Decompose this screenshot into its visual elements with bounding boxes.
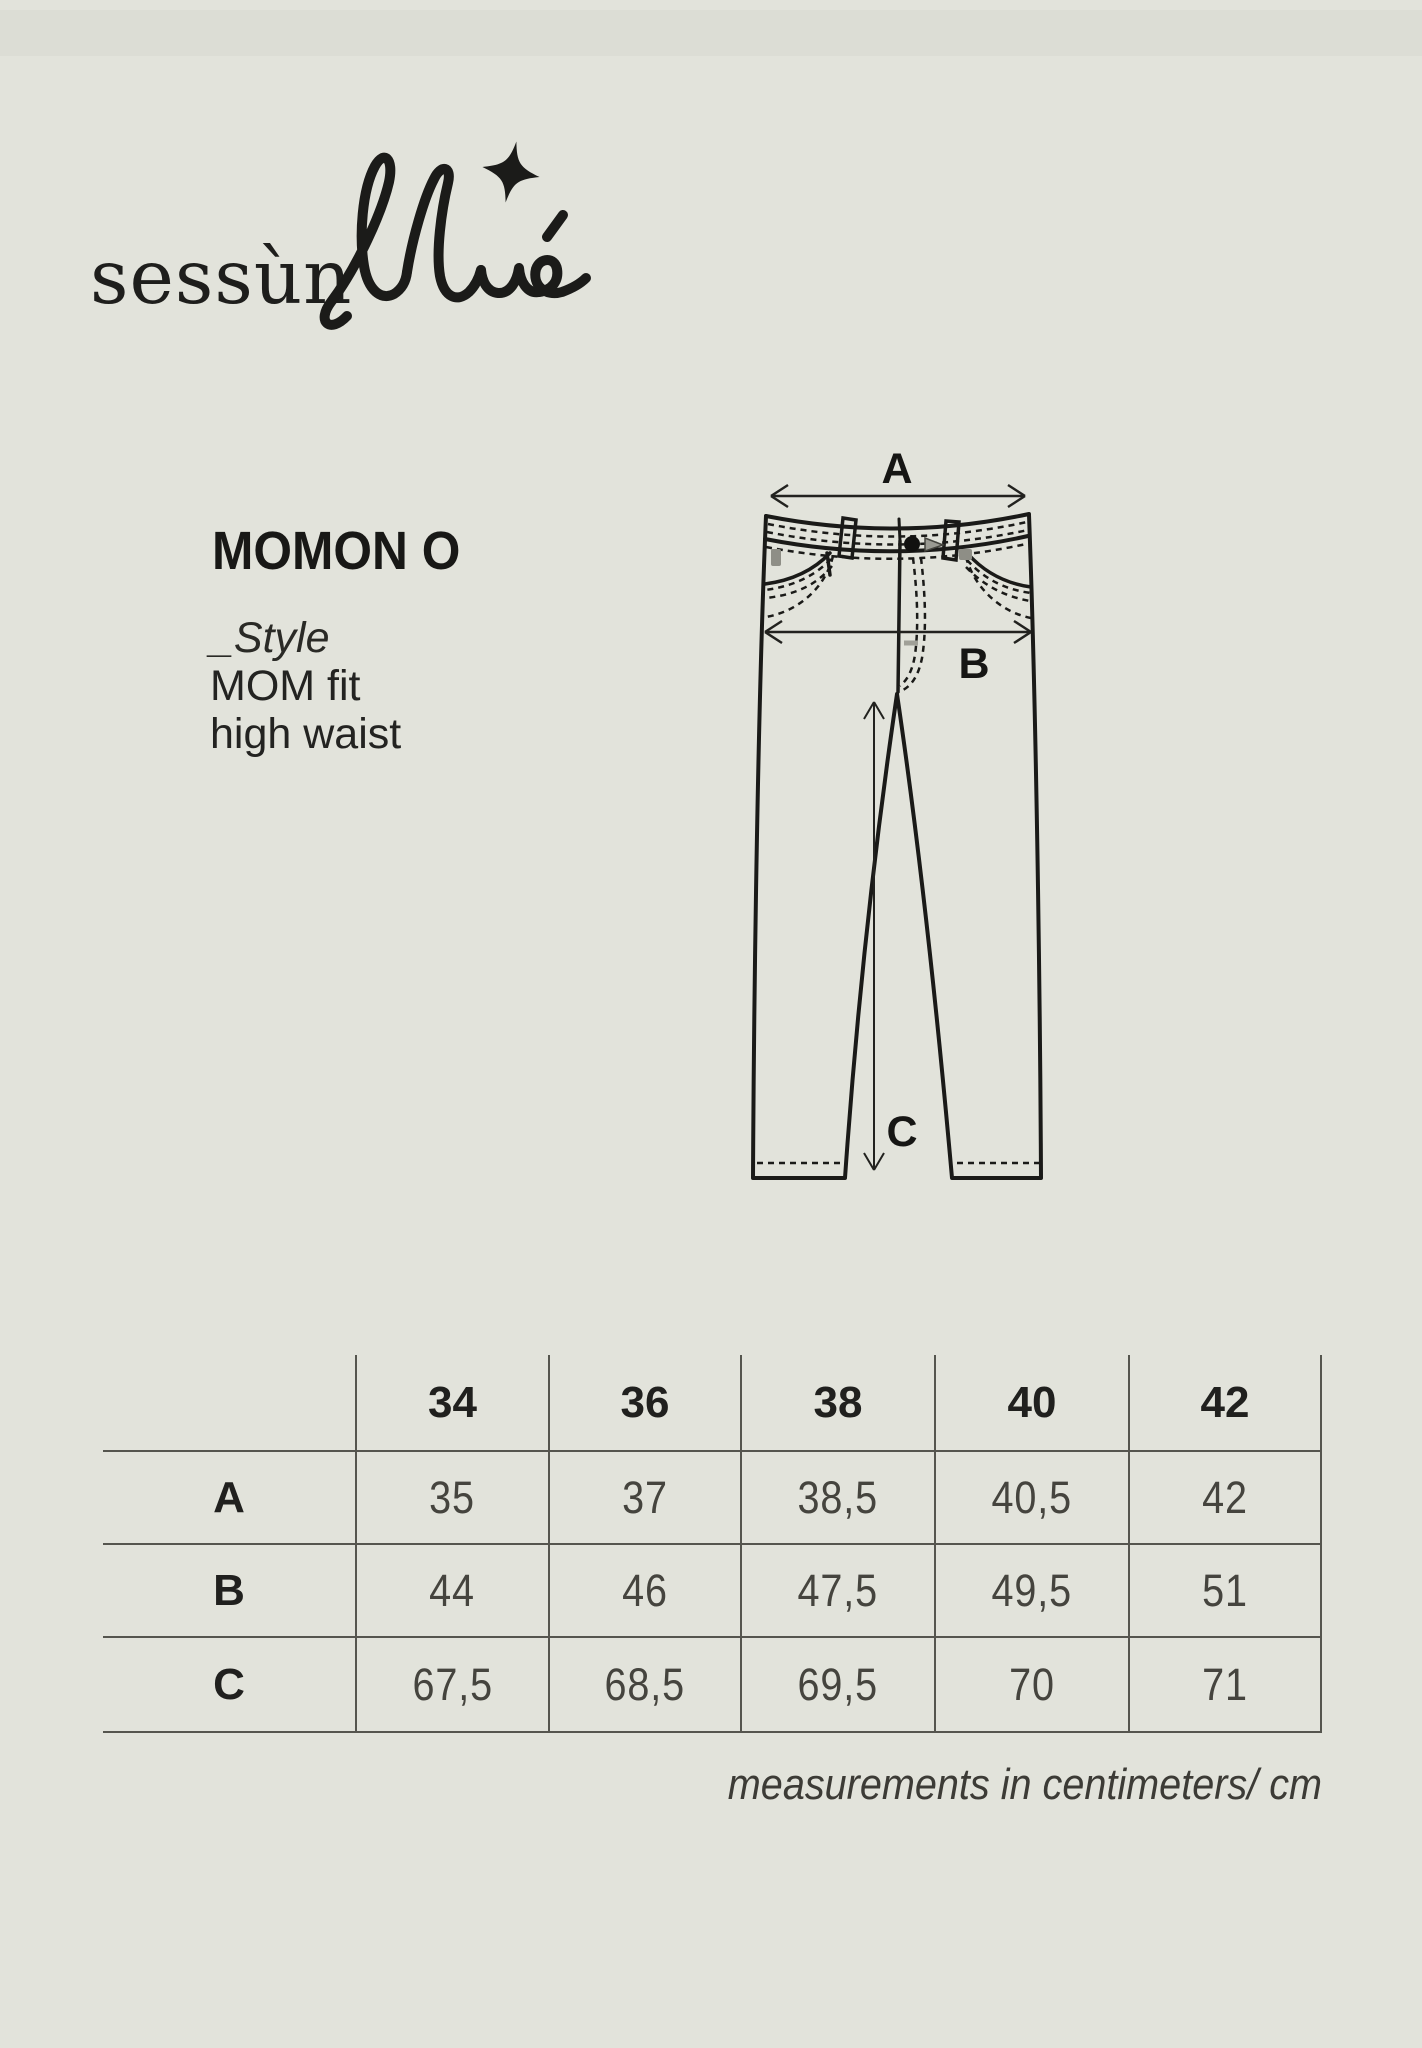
cell-a-42 <box>1128 1452 1322 1545</box>
row-label-c: C <box>103 1638 355 1733</box>
size-header-36: 36 <box>548 1355 740 1452</box>
cell-value: 68,5 <box>604 1658 686 1710</box>
row-label-b: B <box>103 1545 355 1638</box>
table-row-a <box>103 1452 1322 1545</box>
cell-value: 51 <box>1202 1564 1248 1616</box>
cell-b-40 <box>934 1545 1128 1638</box>
style-block <box>210 614 401 758</box>
size-header-38: 38 <box>740 1355 934 1452</box>
row-label-a: A <box>103 1452 355 1545</box>
jeans-outline <box>753 514 1041 1178</box>
cell-a-38 <box>740 1452 934 1545</box>
style-label: _Style <box>210 614 330 662</box>
cell-a-36 <box>548 1452 740 1545</box>
measure-label-a: A <box>881 445 913 493</box>
table-header-row <box>103 1355 1322 1452</box>
size-header-34: 34 <box>355 1355 548 1452</box>
cell-value: 49,5 <box>991 1564 1073 1616</box>
cell-value: 44 <box>429 1564 476 1616</box>
cell-value: 67,5 <box>412 1658 493 1710</box>
cell-c-34 <box>355 1638 548 1733</box>
table-row-c <box>103 1638 1322 1733</box>
size-header-40: 40 <box>934 1355 1128 1452</box>
cell-b-36 <box>548 1545 740 1638</box>
cell-value: 70 <box>1009 1658 1055 1710</box>
jeans-diagram <box>700 425 1090 1225</box>
cell-value: 46 <box>622 1564 668 1616</box>
cell-value: 42 <box>1202 1471 1248 1523</box>
cell-a-34 <box>355 1452 548 1545</box>
cell-value: 47,5 <box>797 1564 879 1616</box>
table-row-b <box>103 1545 1322 1638</box>
product-name: MOMON O <box>212 521 461 581</box>
cell-c-42 <box>1128 1638 1322 1733</box>
cell-b-34 <box>355 1545 548 1638</box>
size-table <box>103 1355 1322 1733</box>
star-icon <box>477 136 545 207</box>
cell-value: 71 <box>1202 1658 1248 1710</box>
cell-value: 40,5 <box>991 1471 1073 1523</box>
cell-value: 38,5 <box>797 1471 879 1523</box>
table-corner-cell <box>103 1355 355 1452</box>
cell-value: 69,5 <box>797 1658 879 1710</box>
style-line-waist: high waist <box>210 710 402 758</box>
measure-label-b: B <box>958 640 990 688</box>
cell-c-40 <box>934 1638 1128 1733</box>
button <box>904 536 920 552</box>
brand-logo-text: sessùn <box>90 233 353 321</box>
cell-b-38 <box>740 1545 934 1638</box>
cell-b-42 <box>1128 1545 1322 1638</box>
cell-a-40 <box>934 1452 1128 1545</box>
size-header-42: 42 <box>1128 1355 1322 1452</box>
script-blue-strokes <box>325 158 586 325</box>
brand-script-blue <box>308 118 598 333</box>
cell-c-38 <box>740 1638 934 1733</box>
cell-value: 37 <box>622 1471 668 1523</box>
cell-value: 35 <box>429 1471 476 1523</box>
cell-c-36 <box>548 1638 740 1733</box>
measurements-note: measurements in centimeters/ cm <box>727 1760 1322 1809</box>
style-line-fit: MOM fit <box>210 662 361 710</box>
measure-label-c: C <box>886 1108 918 1156</box>
